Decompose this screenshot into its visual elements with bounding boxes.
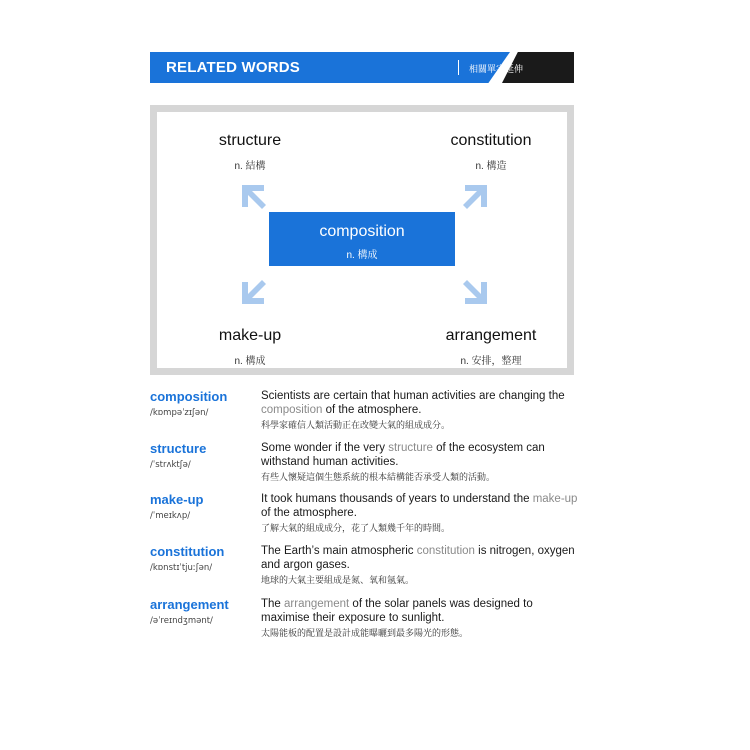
banner-divider bbox=[458, 60, 459, 75]
sentence-highlight: constitution bbox=[416, 545, 475, 557]
vocab-pronunciation: /kɒnstɪˈtjuːʃən/ bbox=[150, 563, 213, 573]
sentence-highlight: arrangement bbox=[284, 598, 350, 610]
related-words-diagram bbox=[150, 105, 574, 375]
example-sentence bbox=[261, 597, 579, 639]
sentence-translation: 太陽能板的配置是設計成能曝曬到最多陽光的形態。 bbox=[261, 628, 469, 638]
sentence-text: of the atmosphere. bbox=[322, 404, 422, 416]
example-sentence bbox=[261, 544, 579, 586]
banner-title: RELATED WORDS bbox=[166, 59, 300, 76]
center-word-box bbox=[269, 212, 455, 266]
sentence-text: Some wonder if the very bbox=[261, 442, 389, 454]
word-label: constitution bbox=[450, 132, 532, 149]
vocab-term: structure bbox=[150, 441, 207, 456]
arrow-down-left-icon bbox=[239, 277, 269, 307]
sentence-translation: 有些人懷疑這個生態系統的根本結構能否承受人類的活動。 bbox=[261, 472, 496, 482]
banner-subtitle: 相關單字延伸 bbox=[469, 64, 524, 74]
vocab-pronunciation: /əˈreɪndʒmənt/ bbox=[150, 616, 213, 626]
word-definition: n. 安排，整理 bbox=[460, 356, 522, 367]
arrow-up-right-icon bbox=[460, 182, 490, 212]
sentence-highlight: structure bbox=[388, 442, 433, 454]
example-sentence bbox=[261, 389, 579, 431]
word-definition: n. 構造 bbox=[475, 161, 507, 172]
sentence-text: of the ecosystem can withstand human activities. bbox=[261, 442, 545, 468]
vocab-term: composition bbox=[150, 389, 228, 404]
word-label: structure bbox=[218, 132, 282, 149]
vocab-pronunciation: /kɒmpəˈzɪʃən/ bbox=[150, 408, 209, 418]
word-definition: n. 構成 bbox=[234, 356, 266, 367]
related-word-arrangement bbox=[421, 327, 561, 367]
related-word-structure bbox=[180, 132, 320, 172]
sentence-text: is nitrogen, oxygen and argon gases. bbox=[261, 545, 575, 571]
center-word-definition: n. 構成 bbox=[346, 250, 378, 261]
sentence-highlight: composition bbox=[261, 404, 323, 416]
sentence-text: Scientists are certain that human activities are changing the bbox=[261, 390, 565, 402]
sentence-translation: 科學家確信人類活動正在改變大氣的組成成分。 bbox=[261, 420, 451, 430]
example-sentence bbox=[261, 492, 579, 534]
sentence-text: of the atmosphere. bbox=[261, 507, 357, 519]
center-word: composition bbox=[319, 223, 405, 240]
sentence-text: The Earth’s main atmospheric bbox=[261, 545, 417, 557]
word-label: arrangement bbox=[445, 327, 537, 344]
vocab-term: make-up bbox=[150, 492, 204, 507]
vocab-pronunciation: /ˈmeɪkʌp/ bbox=[150, 511, 191, 521]
related-word-constitution bbox=[421, 132, 561, 172]
sentence-text: It took humans thousands of years to understand the bbox=[261, 493, 533, 505]
vocab-pronunciation: /ˈstrʌktʃə/ bbox=[150, 460, 191, 470]
sentence-text: The bbox=[261, 598, 285, 610]
arrow-down-right-icon bbox=[460, 277, 490, 307]
arrow-up-left-icon bbox=[239, 182, 269, 212]
sentence-text: of the solar panels was designed to maximise their exposure to sunlight. bbox=[261, 598, 533, 624]
section-banner bbox=[150, 52, 574, 83]
sentence-highlight: make-up bbox=[532, 493, 578, 505]
sentence-translation: 地球的大氣主要組成是氮、氧和氬氣。 bbox=[261, 575, 415, 585]
example-sentence bbox=[261, 441, 579, 483]
vocab-term: constitution bbox=[150, 544, 225, 559]
word-label: make-up bbox=[218, 327, 282, 344]
related-word-make-up bbox=[180, 327, 320, 367]
word-definition: n. 結構 bbox=[234, 161, 266, 172]
sentence-translation: 了解大氣的組成成分，花了人類幾千年的時間。 bbox=[261, 523, 451, 533]
vocab-term: arrangement bbox=[150, 597, 229, 612]
